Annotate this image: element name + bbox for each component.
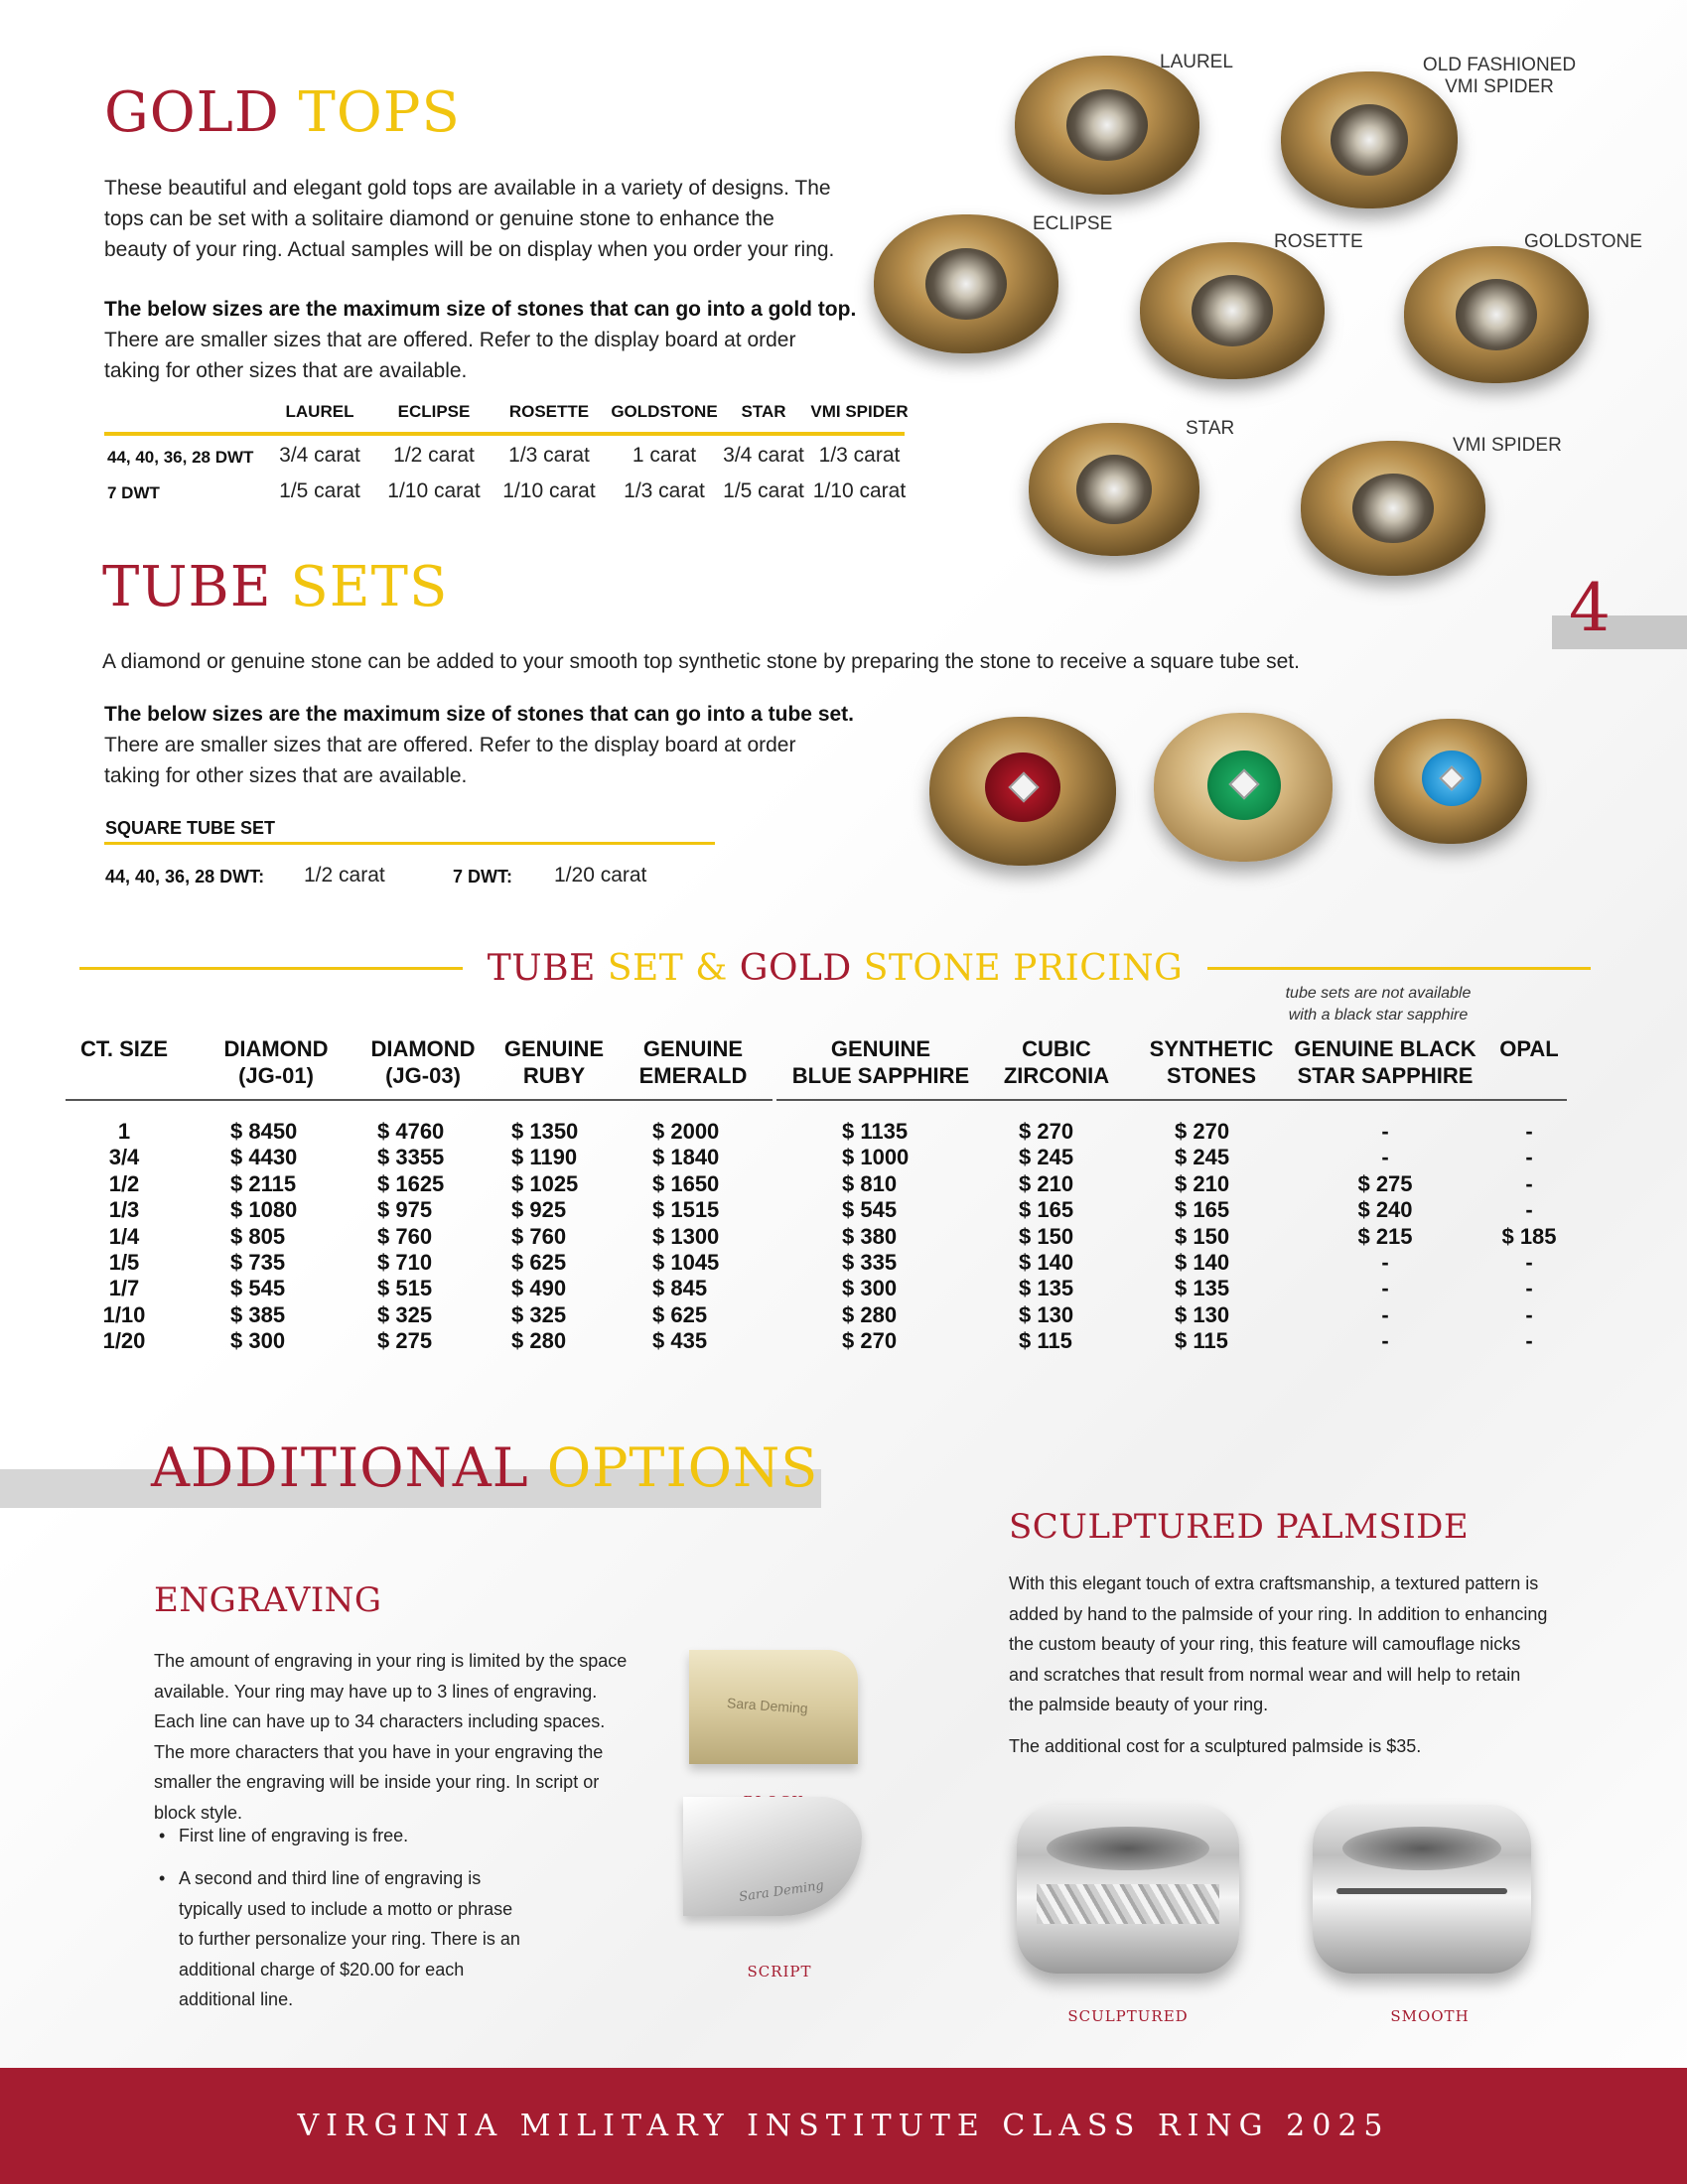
price-cell: $ 385 bbox=[230, 1301, 286, 1327]
pricing-note-line1: tube sets are not available bbox=[1285, 985, 1472, 1002]
table-row bbox=[0, 1250, 1687, 1276]
price-cell: $ 490 bbox=[511, 1276, 567, 1301]
price-cell: $ 625 bbox=[511, 1250, 567, 1275]
price-cell: - bbox=[1381, 1250, 1389, 1275]
tube-sets-bold-note-text: The below sizes are the maximum size of stones that can go into a tube set. bbox=[104, 703, 855, 726]
gold-tops-title bbox=[104, 80, 461, 145]
price-cell: $ 270 bbox=[1175, 1119, 1230, 1144]
pt-col-diamond-jg03: DIAMOND (JG-03) bbox=[370, 1036, 476, 1088]
table-row bbox=[0, 1302, 1687, 1328]
ct-size-cell: 1/5 bbox=[108, 1250, 140, 1275]
price-cell: $ 810 bbox=[842, 1170, 898, 1196]
vmi-spider-label: VMI SPIDER bbox=[1453, 435, 1562, 456]
price-cell: $ 3355 bbox=[377, 1145, 445, 1170]
price-cell: $ 2115 bbox=[230, 1170, 297, 1196]
sculptured-caption: SCULPTURED bbox=[1067, 2007, 1189, 2025]
tube-sets-title-b: SETS bbox=[290, 555, 449, 619]
price-cell: $ 325 bbox=[511, 1301, 567, 1327]
script-engraving-image bbox=[683, 1797, 862, 1916]
price-cell: $ 845 bbox=[652, 1276, 708, 1301]
price-cell: $ 925 bbox=[511, 1197, 567, 1223]
old-fashioned-label bbox=[1410, 55, 1589, 98]
price-cell: $ 165 bbox=[1019, 1197, 1074, 1223]
price-cell: $ 300 bbox=[230, 1328, 286, 1354]
price-cell: - bbox=[1525, 1170, 1533, 1196]
price-cell: $ 710 bbox=[377, 1250, 433, 1275]
tube-row-value-2: 1/20 carat bbox=[554, 864, 647, 887]
eclipse-ring-image bbox=[874, 214, 1058, 353]
cell: 1/3 carat bbox=[818, 444, 901, 467]
price-cell: $ 1045 bbox=[652, 1250, 720, 1275]
price-cell: $ 8450 bbox=[230, 1119, 298, 1144]
ct-size-cell: 1/3 bbox=[108, 1197, 140, 1223]
goldstone-label: GOLDSTONE bbox=[1524, 231, 1642, 252]
table-row bbox=[104, 444, 907, 474]
price-cell: $ 1840 bbox=[652, 1145, 720, 1170]
pt-col-diamond-jg01: DIAMOND (JG-01) bbox=[223, 1036, 329, 1088]
gt-col-vmi-spider: VMI SPIDER bbox=[810, 402, 909, 421]
ct-size-cell: 3/4 bbox=[108, 1145, 140, 1170]
sapphire-tube-set-ring-image bbox=[1374, 719, 1527, 844]
sculptured-ring-image bbox=[1017, 1805, 1239, 1974]
smooth-ring-image bbox=[1313, 1805, 1531, 1974]
pt-col-synthetic: SYNTHETIC STONES bbox=[1149, 1036, 1274, 1088]
pricing-title-a: TUBE bbox=[487, 948, 596, 989]
script-caption: SCRIPT bbox=[747, 1963, 812, 1980]
eclipse-label: ECLIPSE bbox=[1033, 213, 1113, 234]
price-cell: $ 280 bbox=[842, 1301, 898, 1327]
cell: 1/3 carat bbox=[624, 479, 705, 502]
palmside-body: With this elegant touch of extra craftsmanship, a textured pattern is added by hand to the palmside of your ring. In addition to enhancing the custom beauty of your ring, this feature will camouflage nicks and scratches that result from normal wear and will help to retain the palmside beauty of your ring. bbox=[1009, 1573, 1548, 1714]
tube-sets-title bbox=[102, 555, 449, 619]
price-cell: $ 275 bbox=[377, 1328, 433, 1354]
price-cell: $ 210 bbox=[1019, 1170, 1074, 1196]
tube-sets-title-a: TUBE bbox=[102, 555, 272, 619]
price-cell: $ 140 bbox=[1175, 1250, 1230, 1275]
pt-col-ruby: GENUINE RUBY bbox=[503, 1036, 605, 1088]
price-cell: $ 1080 bbox=[230, 1197, 298, 1223]
price-cell: $ 335 bbox=[842, 1250, 898, 1275]
laurel-label: LAUREL bbox=[1160, 52, 1233, 72]
price-cell: $ 150 bbox=[1175, 1223, 1230, 1249]
gold-tops-bold-note bbox=[104, 294, 889, 325]
gold-tops-intro: These beautiful and elegant gold tops are available in a variety of designs. The tops can be set with a solitaire diamond or genuine stone to enhance the beauty of your ring. Actual samples will be on display when you order your ring. bbox=[104, 177, 835, 261]
price-cell: $ 625 bbox=[652, 1301, 708, 1327]
price-cell: $ 150 bbox=[1019, 1223, 1074, 1249]
price-cell: $ 185 bbox=[1501, 1223, 1557, 1249]
tube-row-label-1: 44, 40, 36, 28 DWT: bbox=[105, 867, 265, 887]
star-ring-image bbox=[1029, 423, 1199, 556]
price-cell: $ 135 bbox=[1175, 1276, 1230, 1301]
cell: 3/4 carat bbox=[279, 444, 360, 467]
table-row bbox=[0, 1197, 1687, 1223]
pt-col-emerald: GENUINE EMERALD bbox=[638, 1036, 748, 1088]
price-cell: $ 515 bbox=[377, 1276, 433, 1301]
table-row bbox=[0, 1119, 1687, 1145]
price-cell: - bbox=[1381, 1328, 1389, 1354]
pricing-title-b: SET & bbox=[607, 948, 728, 989]
additional-title-a: ADDITIONAL bbox=[151, 1436, 529, 1499]
price-cell: $ 1300 bbox=[652, 1223, 720, 1249]
price-cell: $ 270 bbox=[1019, 1119, 1074, 1144]
price-cell: $ 4760 bbox=[377, 1119, 445, 1144]
price-cell: $ 1135 bbox=[842, 1119, 909, 1144]
price-cell: $ 805 bbox=[230, 1223, 286, 1249]
pt-col-blue-sapphire: GENUINE BLUE SAPPHIRE bbox=[791, 1036, 970, 1088]
block-engraving-sample: Sara Deming bbox=[726, 1695, 809, 1716]
cell: 1/2 carat bbox=[393, 444, 475, 467]
gold-tops-table-rule bbox=[104, 432, 905, 436]
pricing-header-rule-a bbox=[66, 1099, 773, 1101]
laurel-ring-image bbox=[1015, 56, 1199, 195]
palmside-title: SCULPTURED PALMSIDE bbox=[1009, 1507, 1470, 1547]
price-cell: $ 245 bbox=[1019, 1145, 1074, 1170]
old-fashioned-label-line2: VMI SPIDER bbox=[1445, 76, 1554, 97]
cell: 1 carat bbox=[632, 444, 697, 467]
price-cell: $ 1350 bbox=[511, 1119, 579, 1144]
price-cell: $ 210 bbox=[1175, 1170, 1230, 1196]
price-cell: $ 1625 bbox=[377, 1170, 445, 1196]
price-cell: $ 2000 bbox=[652, 1119, 720, 1144]
price-cell: $ 300 bbox=[842, 1276, 898, 1301]
bullet-text: A second and third line of engraving is typically used to include a motto or phrase to further personalize your ring. There is an additional charge of $20.00 for each additional line. bbox=[179, 1868, 520, 2009]
ct-size-cell: 1/2 bbox=[108, 1170, 140, 1196]
palmside-cost: The additional cost for a sculptured palmside is $35. bbox=[1009, 1736, 1422, 1756]
cell: 1/10 carat bbox=[812, 479, 907, 502]
gold-tops-bold-note-text: The below sizes are the maximum size of stones that can go into a gold top. bbox=[104, 298, 857, 321]
gt-col-eclipse: ECLIPSE bbox=[397, 402, 471, 421]
square-tube-set-subhead: SQUARE TUBE SET bbox=[105, 818, 276, 838]
goldstone-ring-image bbox=[1404, 246, 1589, 383]
pricing-rule-right bbox=[1207, 967, 1591, 970]
price-cell: $ 545 bbox=[842, 1197, 898, 1223]
engraving-body: The amount of engraving in your ring is limited by the space available. Your ring may have up to 3 lines of engraving. Each line can have up to 34 characters including spaces. The more characters that you have in your engraving the smaller the engraving will be inside your ring. In script or block style. bbox=[154, 1651, 628, 1823]
ct-size-cell: 1 bbox=[117, 1119, 131, 1144]
price-cell: - bbox=[1525, 1197, 1533, 1223]
tube-row-label-2: 7 DWT: bbox=[453, 867, 512, 887]
cell: 1/10 carat bbox=[502, 479, 596, 502]
price-cell: $ 545 bbox=[230, 1276, 286, 1301]
price-cell: $ 140 bbox=[1019, 1250, 1074, 1275]
price-cell: $ 435 bbox=[652, 1328, 708, 1354]
cell: 1/10 carat bbox=[387, 479, 481, 502]
gt-col-rosette: ROSETTE bbox=[508, 402, 590, 421]
pt-col-opal: OPAL bbox=[1499, 1036, 1559, 1061]
row-label: 7 DWT bbox=[107, 483, 160, 502]
price-cell: - bbox=[1525, 1250, 1533, 1275]
price-cell: $ 325 bbox=[377, 1301, 433, 1327]
price-cell: $ 1025 bbox=[511, 1170, 579, 1196]
table-row bbox=[0, 1171, 1687, 1197]
old-fashioned-label-line1: OLD FASHIONED bbox=[1422, 55, 1577, 75]
ct-size-cell: 1/20 bbox=[102, 1328, 146, 1354]
gold-tops-table bbox=[104, 402, 907, 511]
pt-col-black-star-sapphire: GENUINE BLACK STAR SAPPHIRE bbox=[1294, 1036, 1476, 1088]
price-cell: $ 1190 bbox=[511, 1145, 578, 1170]
table-row bbox=[104, 479, 907, 509]
table-row bbox=[0, 1328, 1687, 1354]
price-cell: $ 130 bbox=[1019, 1301, 1074, 1327]
price-cell: - bbox=[1525, 1328, 1533, 1354]
price-cell: - bbox=[1525, 1119, 1533, 1144]
bullet-dot: • bbox=[159, 1826, 166, 1845]
bullet-text: First line of engraving is free. bbox=[179, 1826, 409, 1845]
additional-title-b: OPTIONS bbox=[546, 1436, 819, 1499]
pricing-table bbox=[0, 1035, 1687, 1363]
ct-size-cell: 1/10 bbox=[102, 1301, 146, 1327]
star-label: STAR bbox=[1186, 418, 1235, 439]
price-cell: - bbox=[1525, 1145, 1533, 1170]
pricing-note-line2: with a black star sapphire bbox=[1288, 1007, 1469, 1024]
pricing-header-rule-b bbox=[776, 1099, 1567, 1101]
tube-sets-bold-note bbox=[104, 699, 899, 730]
price-cell: - bbox=[1381, 1119, 1389, 1144]
price-cell: $ 760 bbox=[511, 1223, 567, 1249]
ct-size-cell: 1/4 bbox=[108, 1223, 140, 1249]
gt-col-laurel: LAUREL bbox=[285, 402, 354, 421]
cell: 1/5 carat bbox=[723, 479, 804, 502]
row-label: 44, 40, 36, 28 DWT bbox=[107, 448, 254, 467]
price-cell: - bbox=[1525, 1301, 1533, 1327]
gold-tops-title-a: GOLD bbox=[104, 80, 280, 145]
price-cell: - bbox=[1381, 1145, 1389, 1170]
pricing-title-c: GOLD bbox=[739, 948, 852, 989]
footer-text: VIRGINIA MILITARY INSTITUTE CLASS RING 2025 bbox=[297, 2109, 1390, 2143]
price-cell: $ 165 bbox=[1175, 1197, 1230, 1223]
ruby-tube-set-ring-image bbox=[929, 717, 1116, 866]
vmi-spider-ring-image bbox=[1301, 441, 1485, 576]
gold-tops-table-header bbox=[104, 402, 907, 432]
pt-col-ct-size: CT. SIZE bbox=[79, 1036, 168, 1061]
price-cell: $ 240 bbox=[1357, 1197, 1413, 1223]
pt-col-cubic-zirconia: CUBIC ZIRCONIA bbox=[1003, 1036, 1110, 1088]
price-cell: $ 1650 bbox=[652, 1170, 720, 1196]
page-number: 4 bbox=[1569, 570, 1611, 646]
gt-col-goldstone: GOLDSTONE bbox=[611, 402, 718, 421]
cell: 1/3 carat bbox=[508, 444, 590, 467]
price-cell: $ 245 bbox=[1175, 1145, 1230, 1170]
cell: 3/4 carat bbox=[723, 444, 804, 467]
tube-row-value-1: 1/2 carat bbox=[304, 864, 385, 887]
additional-options-title bbox=[151, 1436, 819, 1499]
emerald-tube-set-ring-image bbox=[1154, 713, 1333, 862]
rosette-ring-image bbox=[1140, 242, 1325, 379]
square-tube-set-rule bbox=[104, 842, 715, 845]
price-cell: $ 735 bbox=[230, 1250, 286, 1275]
tube-sets-intro: A diamond or genuine stone can be added to your smooth top synthetic stone by preparing the stone to receive a square tube set. bbox=[102, 650, 1300, 673]
price-cell: $ 4430 bbox=[230, 1145, 298, 1170]
price-cell: $ 380 bbox=[842, 1223, 898, 1249]
block-engraving-image bbox=[689, 1650, 858, 1764]
engraving-title: ENGRAVING bbox=[154, 1580, 382, 1620]
smooth-caption: SMOOTH bbox=[1390, 2007, 1470, 2025]
price-cell: $ 215 bbox=[1357, 1223, 1413, 1249]
price-cell: - bbox=[1525, 1276, 1533, 1301]
price-cell: $ 130 bbox=[1175, 1301, 1230, 1327]
price-cell: $ 270 bbox=[842, 1328, 898, 1354]
price-cell: $ 280 bbox=[511, 1328, 567, 1354]
table-row bbox=[0, 1145, 1687, 1170]
table-row bbox=[0, 1224, 1687, 1250]
script-engraving-sample: Sara Deming bbox=[738, 1878, 825, 1905]
table-row bbox=[0, 1276, 1687, 1301]
bullet-dot: • bbox=[159, 1868, 166, 1888]
price-cell: $ 135 bbox=[1019, 1276, 1074, 1301]
pricing-note bbox=[1259, 983, 1497, 1026]
price-cell: $ 115 bbox=[1019, 1328, 1072, 1354]
tube-sets-note: There are smaller sizes that are offered. Refer to the display board at order taking for other sizes that are available. bbox=[104, 734, 796, 787]
price-cell: - bbox=[1381, 1301, 1389, 1327]
gold-tops-note: There are smaller sizes that are offered. Refer to the display board at order taking for other sizes that are available. bbox=[104, 329, 796, 382]
price-cell: $ 1515 bbox=[652, 1197, 720, 1223]
cell: 1/5 carat bbox=[279, 479, 360, 502]
price-cell: $ 1000 bbox=[842, 1145, 910, 1170]
price-cell: $ 975 bbox=[377, 1197, 433, 1223]
price-cell: $ 760 bbox=[377, 1223, 433, 1249]
pricing-title-d: STONE PRICING bbox=[863, 948, 1184, 989]
rosette-label: ROSETTE bbox=[1274, 231, 1363, 252]
pricing-title bbox=[463, 948, 1207, 989]
price-cell: $ 115 bbox=[1175, 1328, 1228, 1354]
pricing-rule-left bbox=[79, 967, 463, 970]
gt-col-star: STAR bbox=[741, 402, 786, 421]
price-cell: $ 275 bbox=[1357, 1170, 1413, 1196]
gold-tops-title-b: TOPS bbox=[298, 80, 461, 145]
ct-size-cell: 1/7 bbox=[108, 1276, 140, 1301]
pricing-body bbox=[0, 1119, 1687, 1357]
price-cell: - bbox=[1381, 1276, 1389, 1301]
